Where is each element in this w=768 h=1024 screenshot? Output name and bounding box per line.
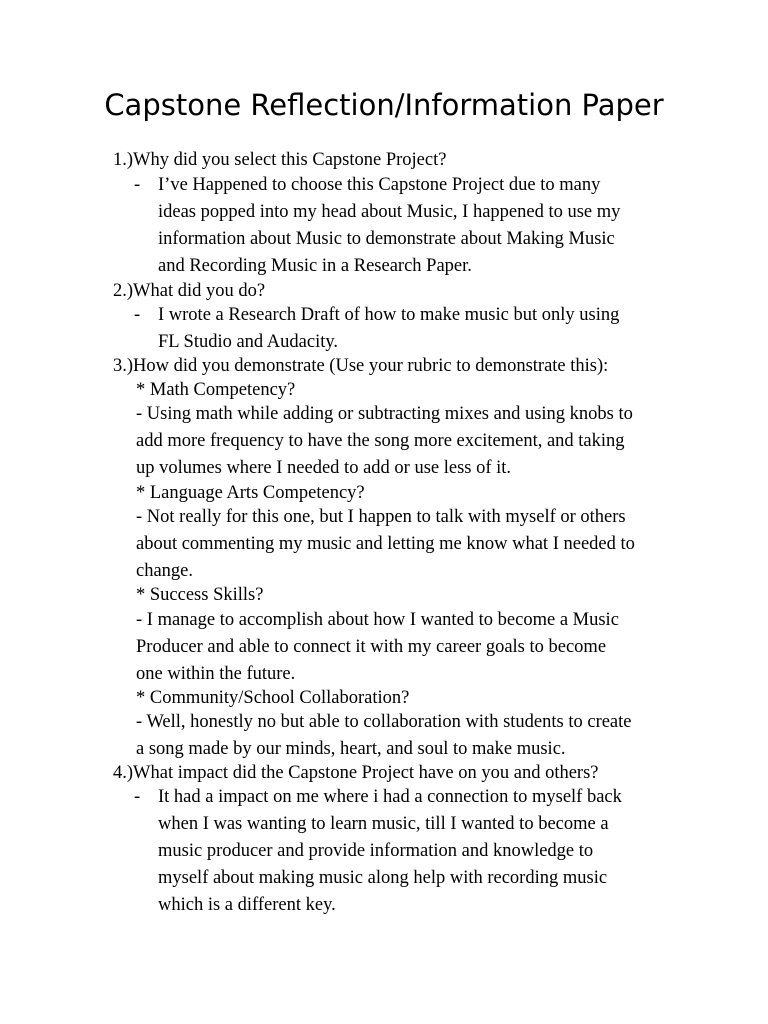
answer-4-line-4: myself about making music along help with recording music (158, 868, 608, 888)
question-2: 2.)What did you do? (113, 281, 266, 301)
answer-1-line-1: I’ve Happened to choose this Capstone Project due to many (158, 175, 601, 195)
answer-2-line-1: I wrote a Research Draft of how to make music but only using (158, 305, 620, 325)
bullet-dash: - (134, 305, 141, 325)
answer-1-line-3: information about Music to demonstrate about Making Music (158, 229, 615, 249)
bullet-dash: - (134, 175, 141, 195)
community-answer-line-1: - Well, honestly no but able to collaboration with students to create (136, 712, 632, 732)
community-answer-line-2: a song made by our minds, heart, and soul to make music. (136, 739, 566, 759)
language-heading: * Language Arts Competency? (136, 483, 365, 503)
answer-4-line-3: music producer and provide information and knowledge to (158, 841, 594, 861)
bullet-dash: - (134, 787, 141, 807)
question-3: 3.)How did you demonstrate (Use your rubric to demonstrate this): (113, 356, 609, 376)
success-answer-line-3: one within the future. (136, 664, 296, 684)
answer-2-line-2: FL Studio and Audacity. (158, 332, 339, 352)
math-answer-line-2: add more frequency to have the song more excitement, and taking (136, 431, 625, 451)
success-heading: * Success Skills? (136, 585, 264, 605)
question-1: 1.)Why did you select this Capstone Project? (113, 150, 447, 170)
success-answer-line-2: Producer and able to connect it with my career goals to become (136, 637, 607, 657)
language-answer-line-3: change. (136, 561, 194, 581)
math-answer-line-1: - Using math while adding or subtracting mixes and using knobs to (136, 404, 633, 424)
answer-4-line-2: when I was wanting to learn music, till I wanted to become a (158, 814, 609, 834)
answer-1-line-4: and Recording Music in a Research Paper. (158, 256, 472, 276)
answer-4-line-5: which is a different key. (158, 895, 336, 915)
math-heading: * Math Competency? (136, 380, 296, 400)
language-answer-line-2: about commenting my music and letting me know what I needed to (136, 534, 635, 554)
page-title: Capstone Reflection/Information Paper (104, 88, 664, 122)
question-4: 4.)What impact did the Capstone Project have on you and others? (113, 763, 599, 783)
math-answer-line-3: up volumes where I needed to add or use less of it. (136, 458, 512, 478)
answer-1-line-2: ideas popped into my head about Music, I happened to use my (158, 202, 621, 222)
language-answer-line-1: - Not really for this one, but I happen to talk with myself or others (136, 507, 626, 527)
success-answer-line-1: - I manage to accomplish about how I wanted to become a Music (136, 610, 619, 630)
answer-4-line-1: It had a impact on me where i had a connection to myself back (158, 787, 622, 807)
community-heading: * Community/School Collaboration? (136, 688, 410, 708)
